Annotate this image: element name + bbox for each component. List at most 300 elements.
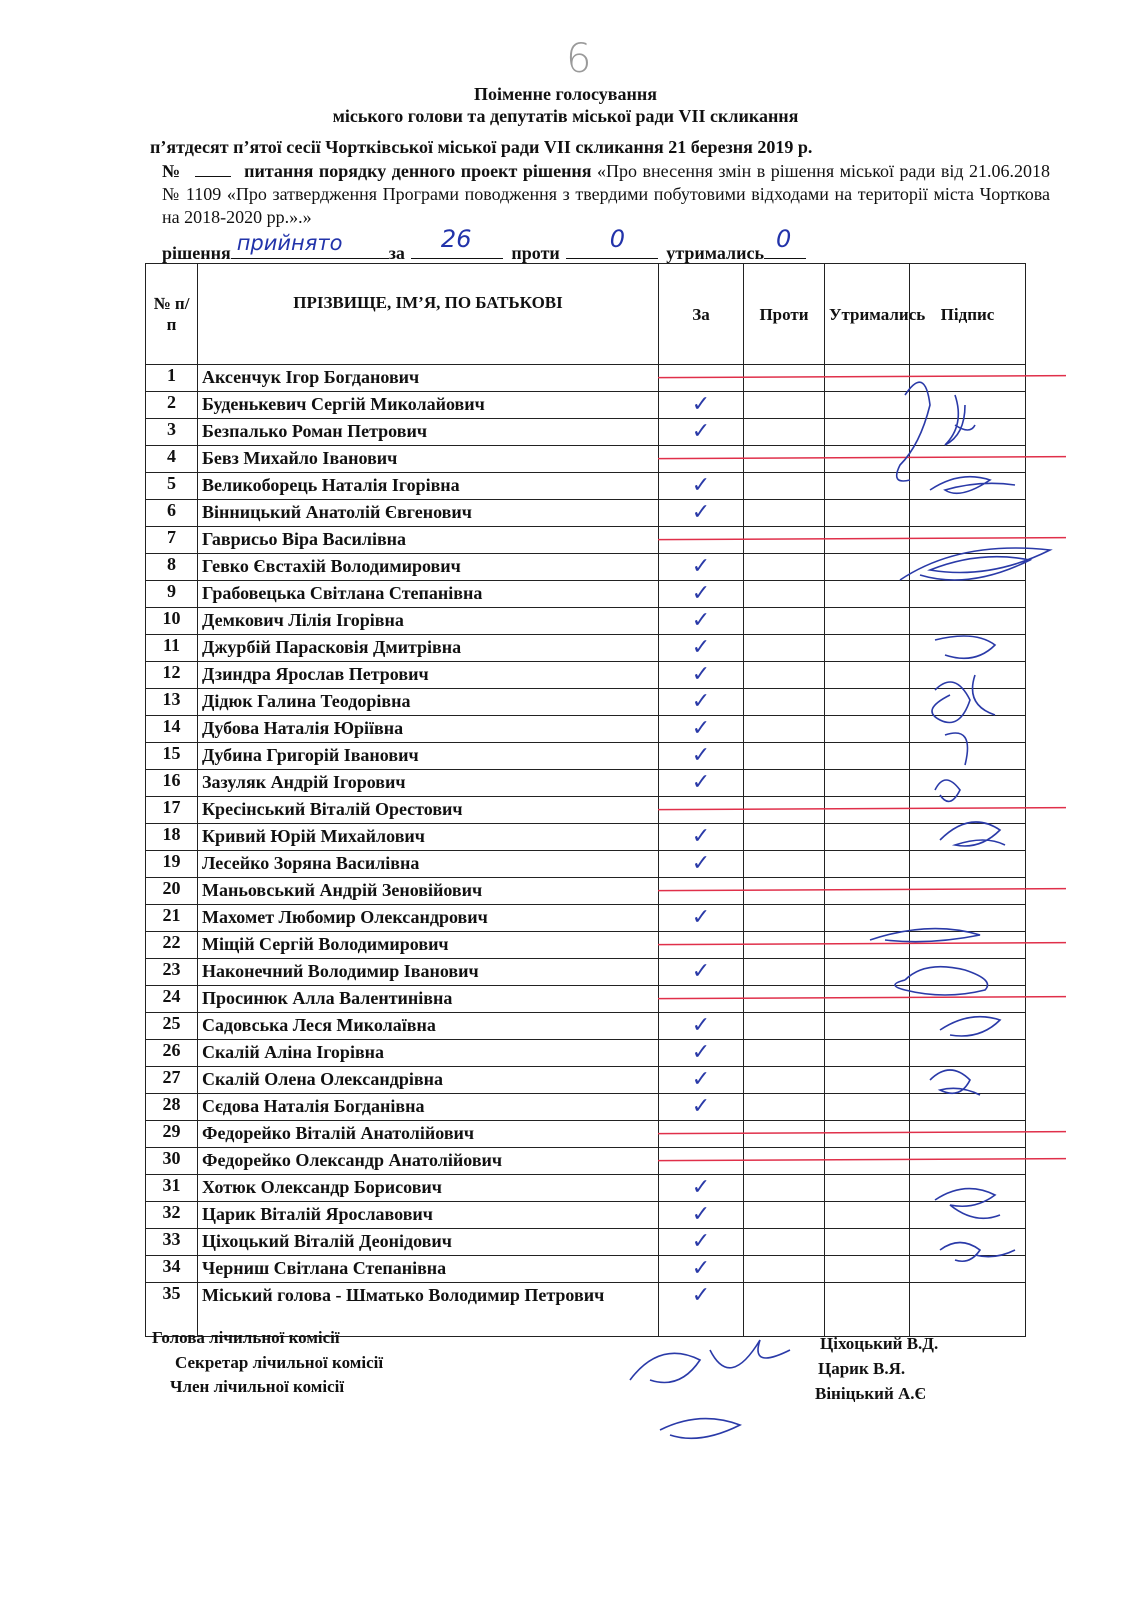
table-row <box>146 716 1026 743</box>
row-for <box>659 500 744 527</box>
row-number: 6 <box>146 500 198 527</box>
table-row <box>146 743 1026 770</box>
row-name: Міський голова - Шматько Володимир Петрович <box>198 1283 659 1337</box>
issue-number-blank <box>195 162 231 177</box>
issue-prefix: № <box>162 161 182 181</box>
row-number: 26 <box>146 1040 198 1067</box>
against-blank <box>566 225 658 259</box>
row-name: Просинюк Алла Валентинівна <box>198 986 659 1013</box>
row-for <box>659 365 744 392</box>
row-name: Федорейко Олександр Анатолійович <box>198 1148 659 1175</box>
table-row <box>146 689 1026 716</box>
check-mark-icon: ✓ <box>691 500 711 525</box>
chair-name: Ціхоцький В.Д. <box>820 1334 939 1353</box>
check-mark-icon: ✓ <box>691 770 711 795</box>
row-for <box>659 986 744 1013</box>
row-against <box>744 1067 825 1094</box>
row-number: 23 <box>146 959 198 986</box>
row-name: Махомет Любомир Олександрович <box>198 905 659 932</box>
decision-label: рішення <box>162 243 231 263</box>
row-signature <box>910 1175 1026 1202</box>
row-for <box>659 608 744 635</box>
row-against <box>744 554 825 581</box>
row-name: Аксенчук Ігор Богданович <box>198 365 659 392</box>
check-mark-icon: ✓ <box>691 473 711 498</box>
row-against <box>744 446 825 473</box>
row-against <box>744 770 825 797</box>
row-number: 21 <box>146 905 198 932</box>
row-number: 28 <box>146 1094 198 1121</box>
row-for <box>659 797 744 824</box>
row-signature <box>910 527 1026 554</box>
row-abstain <box>825 635 910 662</box>
table-body <box>146 365 1026 1337</box>
row-for <box>659 1148 744 1175</box>
table-row <box>146 932 1026 959</box>
check-mark-icon: ✓ <box>691 716 711 741</box>
row-against <box>744 1094 825 1121</box>
row-name: Дубова Наталія Юріївна <box>198 716 659 743</box>
row-number: 3 <box>146 419 198 446</box>
row-signature <box>910 905 1026 932</box>
row-name: Лесейко Зоряна Василівна <box>198 851 659 878</box>
table-row <box>146 986 1026 1013</box>
header-for: За <box>659 264 744 365</box>
row-abstain <box>825 797 910 824</box>
row-against <box>744 932 825 959</box>
row-number: 2 <box>146 392 198 419</box>
page-number: 6 <box>566 36 592 82</box>
row-abstain <box>825 581 910 608</box>
row-for <box>659 554 744 581</box>
row-signature <box>910 473 1026 500</box>
row-name: Бевз Михайло Іванович <box>198 446 659 473</box>
row-against <box>744 824 825 851</box>
row-number: 12 <box>146 662 198 689</box>
table-row <box>146 1013 1026 1040</box>
row-signature <box>910 716 1026 743</box>
row-abstain <box>825 1283 910 1337</box>
table-row <box>146 500 1026 527</box>
row-signature <box>910 500 1026 527</box>
row-abstain <box>825 986 910 1013</box>
row-number: 10 <box>146 608 198 635</box>
issue-text: «Про внесення змін в рішення міської ради від 21.06.2018 № 1109 «Про затвердження Програми поводження з твердими побутовими відходами на території міста Чорткова на 2018-2020 рр.».» <box>162 161 1050 227</box>
row-for <box>659 1229 744 1256</box>
row-abstain <box>825 1256 910 1283</box>
issue-mid-text: питання порядку денного проект рішення <box>244 161 592 181</box>
row-abstain <box>825 1013 910 1040</box>
member-name: Вініцький А.Є <box>815 1384 927 1403</box>
table-row <box>146 851 1026 878</box>
row-number: 13 <box>146 689 198 716</box>
row-name: Ціхоцький Віталій Деонідович <box>198 1229 659 1256</box>
row-against <box>744 1013 825 1040</box>
decision-line <box>162 225 806 264</box>
row-name: Скалій Аліна Ігорівна <box>198 1040 659 1067</box>
row-abstain <box>825 1229 910 1256</box>
row-number: 7 <box>146 527 198 554</box>
row-for <box>659 959 744 986</box>
table-row <box>146 419 1026 446</box>
row-abstain <box>825 500 910 527</box>
row-against <box>744 689 825 716</box>
row-number: 17 <box>146 797 198 824</box>
row-abstain <box>825 770 910 797</box>
row-abstain <box>825 608 910 635</box>
table-header-row <box>146 264 1026 365</box>
row-number: 34 <box>146 1256 198 1283</box>
check-mark-icon: ✓ <box>691 608 711 633</box>
row-signature <box>910 986 1026 1013</box>
table-row <box>146 581 1026 608</box>
row-signature <box>910 1040 1026 1067</box>
row-for <box>659 743 744 770</box>
row-for <box>659 851 744 878</box>
table-row <box>146 608 1026 635</box>
row-for <box>659 662 744 689</box>
check-mark-icon: ✓ <box>691 1283 711 1308</box>
row-name: Дзиндра Ярослав Петрович <box>198 662 659 689</box>
row-name: Зазуляк Андрій Ігорович <box>198 770 659 797</box>
for-blank <box>411 225 503 259</box>
row-for <box>659 392 744 419</box>
check-mark-icon: ✓ <box>691 392 711 417</box>
check-mark-icon: ✓ <box>691 635 711 660</box>
row-number: 27 <box>146 1067 198 1094</box>
row-for <box>659 1256 744 1283</box>
row-for <box>659 1202 744 1229</box>
row-abstain <box>825 662 910 689</box>
row-against <box>744 743 825 770</box>
row-number: 20 <box>146 878 198 905</box>
check-mark-icon: ✓ <box>691 1067 711 1092</box>
document-subtitle: міського голови та депутатів міської ради VІІ скликання <box>332 106 799 126</box>
row-against <box>744 500 825 527</box>
row-abstain <box>825 1202 910 1229</box>
row-name: Вінницький Анатолій Євгенович <box>198 500 659 527</box>
header-signature: Підпис <box>910 264 1026 365</box>
table-row <box>146 878 1026 905</box>
row-number: 33 <box>146 1229 198 1256</box>
row-for <box>659 1013 744 1040</box>
session-line: п’ятдесят п’ятої сесії Чортківської міської ради VІІ скликання 21 березня 2019 р. <box>150 137 813 157</box>
check-mark-icon: ✓ <box>691 581 711 606</box>
check-mark-icon: ✓ <box>691 662 711 687</box>
row-for <box>659 716 744 743</box>
table-row <box>146 1229 1026 1256</box>
row-for <box>659 1283 744 1337</box>
table-row <box>146 1202 1026 1229</box>
row-name: Демкович Лілія Ігорівна <box>198 608 659 635</box>
row-abstain <box>825 554 910 581</box>
check-mark-icon: ✓ <box>691 824 711 849</box>
row-abstain <box>825 878 910 905</box>
check-mark-icon: ✓ <box>691 905 711 930</box>
table-row <box>146 1094 1026 1121</box>
row-name: Гевко Євстахій Володимирович <box>198 554 659 581</box>
row-number: 31 <box>146 1175 198 1202</box>
row-for <box>659 1121 744 1148</box>
table-row <box>146 662 1026 689</box>
row-signature <box>910 581 1026 608</box>
row-against <box>744 905 825 932</box>
row-name: Скалій Олена Олександрівна <box>198 1067 659 1094</box>
row-number: 8 <box>146 554 198 581</box>
row-signature <box>910 824 1026 851</box>
row-for <box>659 1067 744 1094</box>
row-abstain <box>825 689 910 716</box>
row-abstain <box>825 959 910 986</box>
row-signature <box>910 878 1026 905</box>
row-name: Гаврисьо Віра Василівна <box>198 527 659 554</box>
row-abstain <box>825 905 910 932</box>
row-for <box>659 635 744 662</box>
table-row <box>146 392 1026 419</box>
row-signature <box>910 1229 1026 1256</box>
check-mark-icon: ✓ <box>691 1094 711 1119</box>
table-row <box>146 1121 1026 1148</box>
check-mark-icon: ✓ <box>691 1175 711 1200</box>
row-signature <box>910 770 1026 797</box>
row-against <box>744 797 825 824</box>
for-label: за <box>388 243 405 263</box>
row-number: 22 <box>146 932 198 959</box>
row-number: 35 <box>146 1283 198 1337</box>
row-against <box>744 419 825 446</box>
table-row <box>146 365 1026 392</box>
row-signature <box>910 959 1026 986</box>
row-name: Маньовський Андрій Зеновійович <box>198 878 659 905</box>
row-name: Великоборець Наталія Ігорівна <box>198 473 659 500</box>
row-name: Буденькевич Сергій Миколайович <box>198 392 659 419</box>
row-against <box>744 1283 825 1337</box>
row-against <box>744 635 825 662</box>
check-mark-icon: ✓ <box>691 743 711 768</box>
row-signature <box>910 1148 1026 1175</box>
row-against <box>744 1202 825 1229</box>
row-number: 1 <box>146 365 198 392</box>
row-number: 24 <box>146 986 198 1013</box>
row-signature <box>910 689 1026 716</box>
row-for <box>659 824 744 851</box>
member-label: Член лічильної комісії <box>170 1377 345 1396</box>
row-signature <box>910 1067 1026 1094</box>
row-abstain <box>825 824 910 851</box>
row-abstain <box>825 419 910 446</box>
row-number: 29 <box>146 1121 198 1148</box>
row-name: Безпалько Роман Петрович <box>198 419 659 446</box>
row-name: Кривий Юрій Михайлович <box>198 824 659 851</box>
document-title: Поіменне голосування <box>473 84 658 104</box>
table-row <box>146 527 1026 554</box>
row-abstain <box>825 1094 910 1121</box>
row-for <box>659 689 744 716</box>
row-for <box>659 1175 744 1202</box>
row-signature <box>910 446 1026 473</box>
row-for <box>659 932 744 959</box>
row-name: Садовська Леся Миколаївна <box>198 1013 659 1040</box>
row-signature <box>910 1094 1026 1121</box>
check-mark-icon: ✓ <box>691 1229 711 1254</box>
row-abstain <box>825 527 910 554</box>
row-name: Черниш Світлана Степанівна <box>198 1256 659 1283</box>
header-num: № п/п <box>146 264 198 365</box>
row-against <box>744 1040 825 1067</box>
row-signature <box>910 662 1026 689</box>
row-abstain <box>825 1040 910 1067</box>
row-name: Сєдова Наталія Богданівна <box>198 1094 659 1121</box>
row-name: Дідюк Галина Теодорівна <box>198 689 659 716</box>
row-for <box>659 527 744 554</box>
row-signature <box>910 365 1026 392</box>
table-row <box>146 635 1026 662</box>
row-abstain <box>825 365 910 392</box>
row-signature <box>910 797 1026 824</box>
row-against <box>744 608 825 635</box>
decision-result-handwritten: прийнято <box>236 231 343 255</box>
table-row <box>146 473 1026 500</box>
row-signature <box>910 1256 1026 1283</box>
row-signature <box>910 1121 1026 1148</box>
row-signature <box>910 1283 1026 1337</box>
row-for <box>659 770 744 797</box>
abstain-label: утримались <box>666 243 764 263</box>
header-name: ПРІЗВИЩЕ, ІМ’Я, ПО БАТЬКОВІ <box>198 264 659 365</box>
row-for <box>659 905 744 932</box>
header-abstain: Утримались <box>825 264 910 365</box>
table-row <box>146 446 1026 473</box>
row-against <box>744 365 825 392</box>
row-for <box>659 446 744 473</box>
row-signature <box>910 635 1026 662</box>
row-against <box>744 1256 825 1283</box>
row-against <box>744 1148 825 1175</box>
check-mark-icon: ✓ <box>691 1256 711 1281</box>
row-name: Царик Віталій Ярославович <box>198 1202 659 1229</box>
row-number: 15 <box>146 743 198 770</box>
row-name: Джурбій Парасковія Дмитрівна <box>198 635 659 662</box>
against-label: проти <box>511 243 560 263</box>
check-mark-icon: ✓ <box>691 419 711 444</box>
row-number: 9 <box>146 581 198 608</box>
against-value: 0 <box>609 225 626 253</box>
decision-result-blank <box>231 231 389 259</box>
table-row <box>146 1256 1026 1283</box>
row-abstain <box>825 851 910 878</box>
row-signature <box>910 392 1026 419</box>
row-signature <box>910 932 1026 959</box>
row-against <box>744 1121 825 1148</box>
table-row <box>146 1175 1026 1202</box>
row-number: 25 <box>146 1013 198 1040</box>
row-for <box>659 581 744 608</box>
table-row <box>146 554 1026 581</box>
table-row <box>146 1040 1026 1067</box>
row-against <box>744 716 825 743</box>
row-signature <box>910 1013 1026 1040</box>
row-for <box>659 1094 744 1121</box>
for-value: 26 <box>440 225 472 253</box>
row-name: Кресінський Віталій Орестович <box>198 797 659 824</box>
table-row <box>146 905 1026 932</box>
row-signature <box>910 608 1026 635</box>
row-against <box>744 986 825 1013</box>
check-mark-icon: ✓ <box>691 1202 711 1227</box>
row-name: Міщій Сергій Володимирович <box>198 932 659 959</box>
row-against <box>744 1229 825 1256</box>
check-mark-icon: ✓ <box>691 554 711 579</box>
row-abstain <box>825 473 910 500</box>
row-signature <box>910 554 1026 581</box>
row-number: 11 <box>146 635 198 662</box>
roll-call-table <box>145 263 1026 1337</box>
issue-description <box>162 160 1050 229</box>
header-against: Проти <box>744 264 825 365</box>
signature-mark <box>660 1419 740 1439</box>
row-number: 16 <box>146 770 198 797</box>
table-row <box>146 770 1026 797</box>
check-mark-icon: ✓ <box>691 851 711 876</box>
row-number: 30 <box>146 1148 198 1175</box>
row-for <box>659 473 744 500</box>
row-abstain <box>825 1148 910 1175</box>
row-number: 4 <box>146 446 198 473</box>
check-mark-icon: ✓ <box>691 689 711 714</box>
check-mark-icon: ✓ <box>691 959 711 984</box>
row-abstain <box>825 716 910 743</box>
row-abstain <box>825 932 910 959</box>
row-name: Федорейко Віталій Анатолійович <box>198 1121 659 1148</box>
row-signature <box>910 743 1026 770</box>
row-name: Хотюк Олександр Борисович <box>198 1175 659 1202</box>
table-row <box>146 797 1026 824</box>
abstain-blank <box>764 225 806 259</box>
signature-mark <box>630 1340 790 1383</box>
row-abstain <box>825 1175 910 1202</box>
row-against <box>744 473 825 500</box>
row-against <box>744 1175 825 1202</box>
row-name: Грабовецька Світлана Степанівна <box>198 581 659 608</box>
row-name: Дубина Григорій Іванович <box>198 743 659 770</box>
chair-label: Голова лічильної комісії <box>152 1328 340 1347</box>
row-number: 5 <box>146 473 198 500</box>
row-abstain <box>825 446 910 473</box>
secretary-name: Царик В.Я. <box>818 1359 906 1378</box>
row-against <box>744 662 825 689</box>
row-for <box>659 1040 744 1067</box>
table-row <box>146 1067 1026 1094</box>
secretary-label: Секретар лічильної комісії <box>175 1353 384 1372</box>
row-abstain <box>825 1121 910 1148</box>
row-number: 32 <box>146 1202 198 1229</box>
row-against <box>744 851 825 878</box>
row-against <box>744 392 825 419</box>
row-signature <box>910 1202 1026 1229</box>
row-name: Наконечний Володимир Іванович <box>198 959 659 986</box>
abstain-value: 0 <box>776 225 792 253</box>
row-against <box>744 878 825 905</box>
row-abstain <box>825 743 910 770</box>
row-abstain <box>825 392 910 419</box>
row-abstain <box>825 1067 910 1094</box>
row-number: 19 <box>146 851 198 878</box>
check-mark-icon: ✓ <box>691 1013 711 1038</box>
table-row <box>146 959 1026 986</box>
row-number: 18 <box>146 824 198 851</box>
row-against <box>744 527 825 554</box>
row-for <box>659 419 744 446</box>
